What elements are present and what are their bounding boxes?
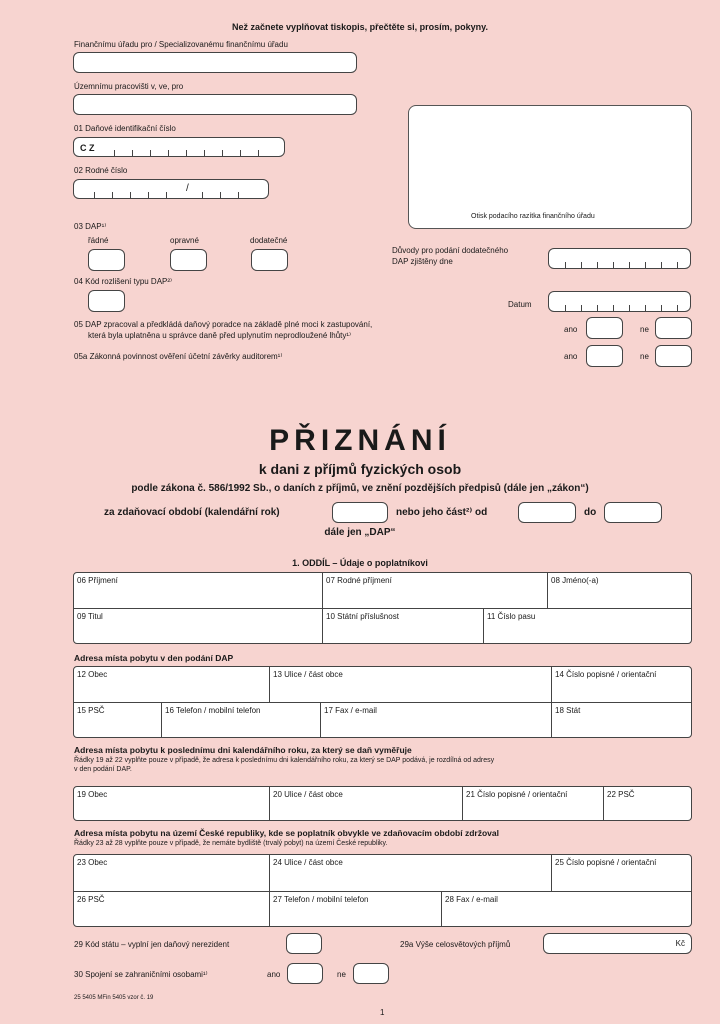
field-26-psc[interactable] <box>74 892 270 926</box>
field-10-statni-prislusnost[interactable] <box>323 609 484 643</box>
field-18-label: 18 Stát <box>555 706 581 715</box>
poplatnik-grid <box>73 572 692 644</box>
duvody-datum-input[interactable] <box>548 248 691 269</box>
dap-label: 03 DAP¹⁾ <box>74 222 107 231</box>
page-number: 1 <box>380 1008 385 1017</box>
rodne-cislo-input[interactable] <box>73 179 269 199</box>
obdobi-od-label: nebo jeho část²⁾ od <box>396 507 488 518</box>
field-25-label: 25 Číslo popisné / orientační <box>555 858 657 867</box>
financni-urad-label: Finančnímu úřadu pro / Specializovanému finančnímu úřadu <box>74 40 288 49</box>
adresa-cr-note: Řádky 23 až 28 vyplňte pouze v případě, že nemáte bydliště (trvalý pobyt) na území České republiky. <box>74 840 388 847</box>
field-07-rodne-prijmeni[interactable] <box>323 573 548 609</box>
adresa-posledni-note-2: v den podání DAP. <box>74 766 132 773</box>
poradce-ano-checkbox[interactable] <box>586 317 623 339</box>
rodne-cislo-label: 02 Rodné číslo <box>74 166 128 175</box>
dap-opravne-checkbox[interactable] <box>170 249 207 271</box>
field-25-cislo-popisne[interactable] <box>552 855 691 892</box>
field-06-prijmeni[interactable] <box>74 573 323 609</box>
auditor-label: 05a Zákonná povinnost ověření účetní závěrky auditorem¹⁾ <box>74 352 283 361</box>
field-07-label: 07 Rodné příjmení <box>326 576 392 585</box>
dap-radne-checkbox[interactable] <box>88 249 125 271</box>
field-16-label: 16 Telefon / mobilní telefon <box>165 706 261 715</box>
field-29-label: 29 Kód státu – vyplní jen daňový nerezident <box>74 940 230 949</box>
instruction-text: Než začnete vyplňovat tiskopis, přečtěte si, prosím, pokyny. <box>232 22 488 32</box>
auditor-ne-label: ne <box>640 352 649 361</box>
field-29a-prijmy[interactable] <box>543 933 692 954</box>
poradce-ano-label: ano <box>564 325 578 334</box>
obdobi-od-input[interactable] <box>518 502 576 523</box>
field-20-label: 20 Ulice / část obce <box>273 790 343 799</box>
razitko-area <box>408 105 692 229</box>
kod-rozliseni-input[interactable] <box>88 290 125 312</box>
field-23-label: 23 Obec <box>77 858 108 867</box>
field-26-label: 26 PSČ <box>77 895 105 904</box>
section1-title: 1. ODDÍL – Údaje o poplatníkovi <box>292 558 428 568</box>
field-12-label: 12 Obec <box>77 670 108 679</box>
kod-rozliseni-label: 04 Kód rozlišení typu DAP²⁾ <box>74 277 173 286</box>
field-30-ano-checkbox[interactable] <box>287 963 323 984</box>
obdobi-do-input[interactable] <box>604 502 662 523</box>
dic-prefix: C Z <box>80 143 95 153</box>
field-22-label: 22 PSČ <box>607 790 635 799</box>
poradce-ne-checkbox[interactable] <box>655 317 692 339</box>
law-text: podle zákona č. 586/1992 Sb., o daních z příjmů, ve znění pozdějších předpisů (dále jen „zákon“) <box>131 483 589 494</box>
field-09-titul[interactable] <box>74 609 323 643</box>
field-13-label: 13 Ulice / část obce <box>273 670 343 679</box>
uzemni-pracoviste-input[interactable] <box>73 94 357 115</box>
field-16-telefon[interactable] <box>162 703 321 737</box>
field-23-obec[interactable] <box>74 855 270 892</box>
field-29a-label: 29a Výše celosvětových příjmů <box>400 940 511 949</box>
field-14-cislo-popisne[interactable] <box>552 667 691 703</box>
field-30-ne-checkbox[interactable] <box>353 963 389 984</box>
field-20-ulice[interactable] <box>270 787 463 820</box>
auditor-ne-checkbox[interactable] <box>655 345 692 367</box>
field-29a-kc: Kč <box>675 939 685 948</box>
adresa-posledni-note-1: Řádky 19 až 22 vyplňte pouze v případě, že adresa k poslednímu dni kalendářního roku, za který se DAP podává, je rozdílná od adresy <box>74 757 495 764</box>
dic-label: 01 Daňové identifikační číslo <box>74 124 176 133</box>
dap-opravne-label: opravné <box>170 236 199 245</box>
field-11-cislo-pasu[interactable] <box>484 609 691 643</box>
obdobi-do-label: do <box>584 507 597 518</box>
obdobi-rok-input[interactable] <box>332 502 388 523</box>
adresa-dap-grid <box>73 666 692 738</box>
field-11-label: 11 Číslo pasu <box>487 612 536 621</box>
dale-jen-text: dále jen „DAP“ <box>324 527 396 538</box>
datum-label: Datum <box>508 300 532 309</box>
poradce-ne-label: ne <box>640 325 649 334</box>
field-30-ne-label: ne <box>337 970 346 979</box>
field-19-obec[interactable] <box>74 787 270 820</box>
page-subtitle: k dani z příjmů fyzických osob <box>258 461 462 477</box>
field-14-label: 14 Číslo popisné / orientační <box>555 670 657 679</box>
datum-input[interactable] <box>548 291 691 312</box>
field-30-ano-label: ano <box>267 970 281 979</box>
adresa-cr-heading: Adresa místa pobytu na území České republiky, kde se poplatník obvykle ve zdaňovacím období zdržoval <box>74 828 499 838</box>
field-13-ulice[interactable] <box>270 667 552 703</box>
field-17-fax-email[interactable] <box>321 703 552 737</box>
uzemni-pracoviste-label: Územnímu pracovišti v, ve, pro <box>74 82 184 91</box>
dap-dodatecne-checkbox[interactable] <box>251 249 288 271</box>
field-29-kod-statu[interactable] <box>286 933 322 954</box>
financni-urad-input[interactable] <box>73 52 357 73</box>
field-24-label: 24 Ulice / část obce <box>273 858 343 867</box>
field-17-label: 17 Fax / e-mail <box>324 706 377 715</box>
page-title: PŘIZNÁNÍ <box>269 424 451 457</box>
field-21-label: 21 Číslo popisné / orientační <box>466 790 568 799</box>
duvody-label-2: DAP zjištěny dne <box>392 257 453 266</box>
field-28-label: 28 Fax / e-mail <box>445 895 498 904</box>
dap-dodatecne-label: dodatečné <box>250 236 288 245</box>
adresa-posledni-grid <box>73 786 692 821</box>
auditor-ano-label: ano <box>564 352 578 361</box>
poradce-label-2: která byla uplatněna u správce daně před uplynutím neprodloužené lhůty¹⁾ <box>88 331 352 340</box>
field-22-psc[interactable] <box>604 787 691 820</box>
field-06-label: 06 Příjmení <box>77 576 118 585</box>
adresa-cr-grid <box>73 854 692 927</box>
razitko-label: Otisk podacího razítka finančního úřadu <box>471 213 595 220</box>
field-12-obec[interactable] <box>74 667 270 703</box>
field-19-label: 19 Obec <box>77 790 108 799</box>
field-24-ulice[interactable] <box>270 855 552 892</box>
field-09-label: 09 Titul <box>77 612 103 621</box>
field-15-label: 15 PSČ <box>77 706 105 715</box>
field-10-label: 10 Státní příslušnost <box>326 612 399 621</box>
field-27-label: 27 Telefon / mobilní telefon <box>273 895 369 904</box>
field-27-telefon[interactable] <box>270 892 442 926</box>
duvody-label-1: Důvody pro podání dodatečného <box>392 246 509 255</box>
rodne-cislo-slash: / <box>186 183 189 194</box>
field-30-label: 30 Spojení se zahraničními osobami¹⁾ <box>74 970 208 979</box>
field-28-fax-email[interactable] <box>442 892 691 926</box>
field-15-psc[interactable] <box>74 703 162 737</box>
form-code: 25 5405 MFin 5405 vzor č. 19 <box>74 995 154 1001</box>
field-08-jmeno[interactable] <box>548 573 691 609</box>
field-08-label: 08 Jméno(-a) <box>551 576 599 585</box>
field-18-stat[interactable] <box>552 703 691 737</box>
adresa-dap-heading: Adresa místa pobytu v den podání DAP <box>74 653 234 663</box>
field-21-cislo-popisne[interactable] <box>463 787 604 820</box>
dap-radne-label: řádné <box>88 236 109 245</box>
auditor-ano-checkbox[interactable] <box>586 345 623 367</box>
adresa-posledni-heading: Adresa místa pobytu k poslednímu dni kalendářního roku, za který se daň vyměřuje <box>74 745 412 755</box>
poradce-label-1: 05 DAP zpracoval a předkládá daňový poradce na základě plné moci k zastupování, <box>74 320 373 329</box>
dic-input[interactable] <box>73 137 285 157</box>
obdobi-label: za zdaňovací období (kalendářní rok) <box>104 507 280 518</box>
